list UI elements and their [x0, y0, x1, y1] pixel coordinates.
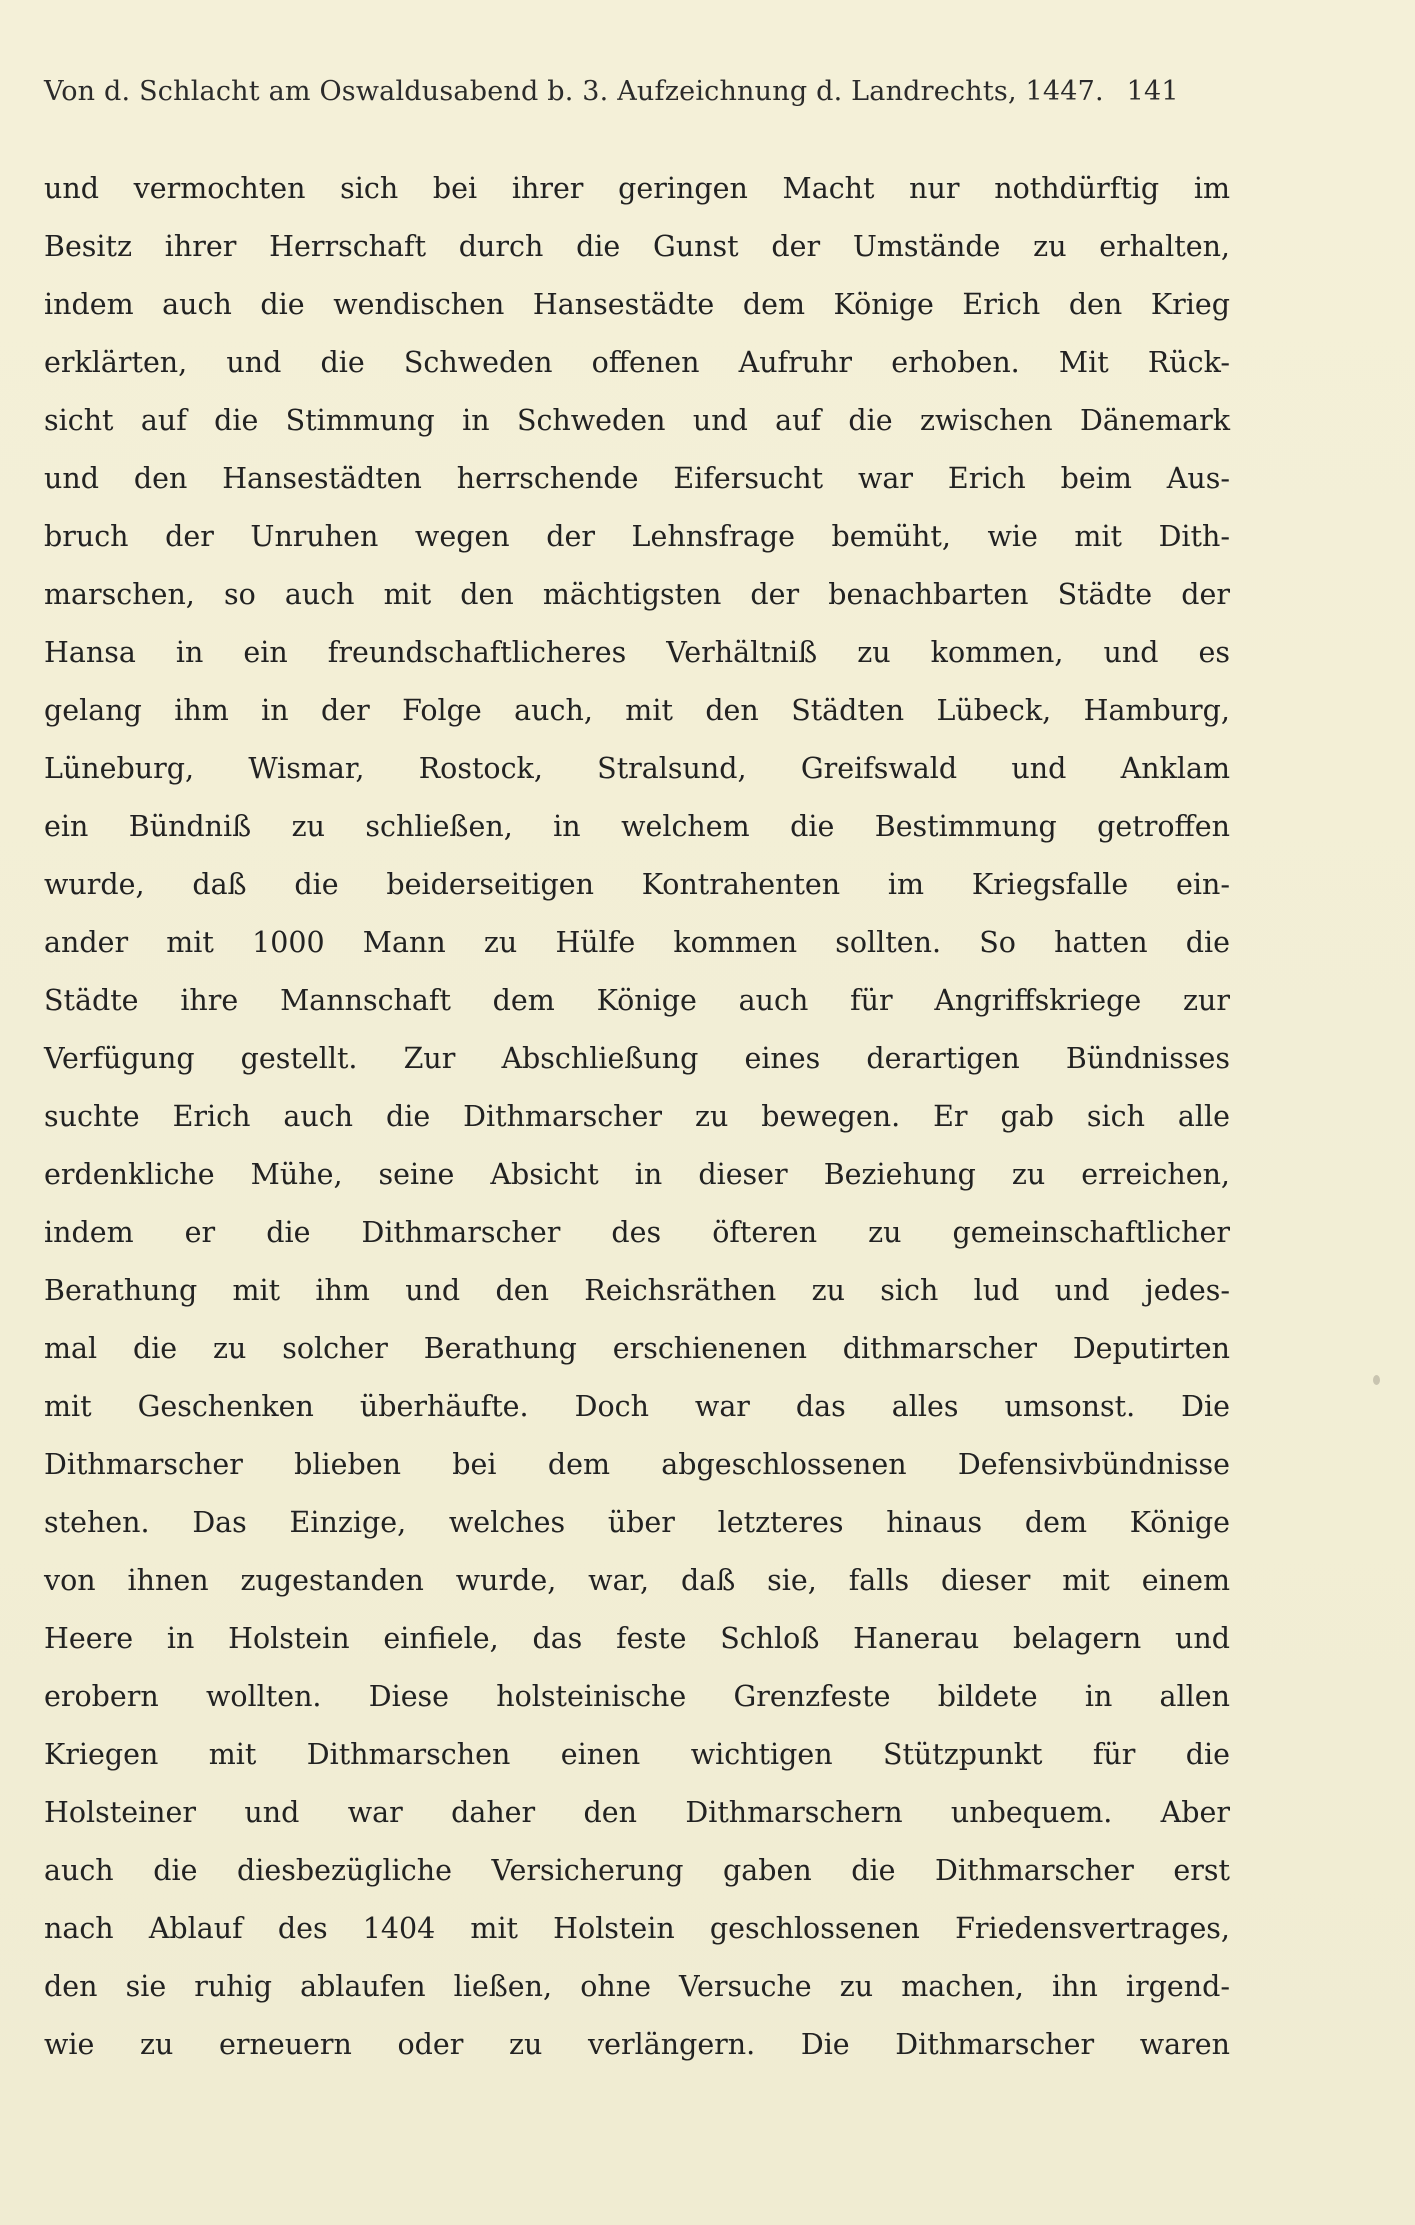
paper-speck — [1373, 1375, 1380, 1385]
text-line: Kriegen mit Dithmarschen einen wichtigen Stützpunkt für die — [44, 1738, 1230, 1771]
text-line: marschen, so auch mit den mächtigsten der benachbarten Städte der — [44, 578, 1230, 611]
page-number: 141 — [1126, 76, 1179, 107]
text-line: indem er die Dithmarscher des öfteren zu gemeinschaftlicher — [44, 1216, 1230, 1249]
text-line: und den Hansestädten herrschende Eifersucht war Erich beim Aus- — [44, 462, 1230, 495]
text-line: erdenkliche Mühe, seine Absicht in dieser Beziehung zu erreichen, — [44, 1158, 1230, 1191]
text-line: Berathung mit ihm und den Reichsräthen zu sich lud und jedes- — [44, 1274, 1230, 1307]
text-line: mit Geschenken überhäufte. Doch war das alles umsonst. Die — [44, 1390, 1230, 1423]
text-line: den sie ruhig ablaufen ließen, ohne Versuche zu machen, ihn irgend- — [44, 1970, 1230, 2003]
text-line: Besitz ihrer Herrschaft durch die Gunst der Umstände zu erhalten, — [44, 230, 1230, 263]
text-line: wurde, daß die beiderseitigen Kontrahenten im Kriegsfalle ein- — [44, 868, 1230, 901]
text-line: bruch der Unruhen wegen der Lehnsfrage bemüht, wie mit Dith- — [44, 520, 1230, 553]
text-line: Städte ihre Mannschaft dem Könige auch für Angriffskriege zur — [44, 984, 1230, 1017]
text-line: Dithmarscher blieben bei dem abgeschlossenen Defensivbündnisse — [44, 1448, 1230, 1481]
text-line: Verfügung gestellt. Zur Abschließung eines derartigen Bündnisses — [44, 1042, 1230, 1075]
text-line: und vermochten sich bei ihrer geringen Macht nur nothdürftig im — [44, 172, 1230, 205]
text-line: gelang ihm in der Folge auch, mit den Städten Lübeck, Hamburg, — [44, 694, 1230, 727]
text-line: auch die diesbezügliche Versicherung gaben die Dithmarscher erst — [44, 1854, 1230, 1887]
body-text — [44, 160, 1230, 2074]
text-line: sicht auf die Stimmung in Schweden und auf die zwischen Dänemark — [44, 404, 1230, 437]
running-head — [44, 76, 1244, 124]
text-line: erobern wollten. Diese holsteinische Grenzfeste bildete in allen — [44, 1680, 1230, 1713]
text-line: nach Ablauf des 1404 mit Holstein geschlossenen Friedensvertrages, — [44, 1912, 1230, 1945]
text-line: Heere in Holstein einfiele, das feste Schloß Hanerau belagern und — [44, 1622, 1230, 1655]
text-line: stehen. Das Einzige, welches über letzteres hinaus dem Könige — [44, 1506, 1230, 1539]
text-line: Hansa in ein freundschaftlicheres Verhältniß zu kommen, und es — [44, 636, 1230, 669]
text-line: suchte Erich auch die Dithmarscher zu bewegen. Er gab sich alle — [44, 1100, 1230, 1133]
running-title: Von d. Schlacht am Oswaldusabend b. 3. Aufzeichnung d. Landrechts, 1447. — [44, 76, 1104, 107]
text-line: wie zu erneuern oder zu verlängern. Die Dithmarscher waren — [44, 2028, 1230, 2061]
text-line: ein Bündniß zu schließen, in welchem die Bestimmung getroffen — [44, 810, 1230, 843]
text-line: indem auch die wendischen Hansestädte dem Könige Erich den Krieg — [44, 288, 1230, 321]
text-line: Holsteiner und war daher den Dithmarschern unbequem. Aber — [44, 1796, 1230, 1829]
text-line: Lüneburg, Wismar, Rostock, Stralsund, Greifswald und Anklam — [44, 752, 1230, 785]
text-line: mal die zu solcher Berathung erschienenen dithmarscher Deputirten — [44, 1332, 1230, 1365]
text-line: von ihnen zugestanden wurde, war, daß sie, falls dieser mit einem — [44, 1564, 1230, 1597]
text-line: erklärten, und die Schweden offenen Aufruhr erhoben. Mit Rück- — [44, 346, 1230, 379]
text-line: ander mit 1000 Mann zu Hülfe kommen sollten. So hatten die — [44, 926, 1230, 959]
